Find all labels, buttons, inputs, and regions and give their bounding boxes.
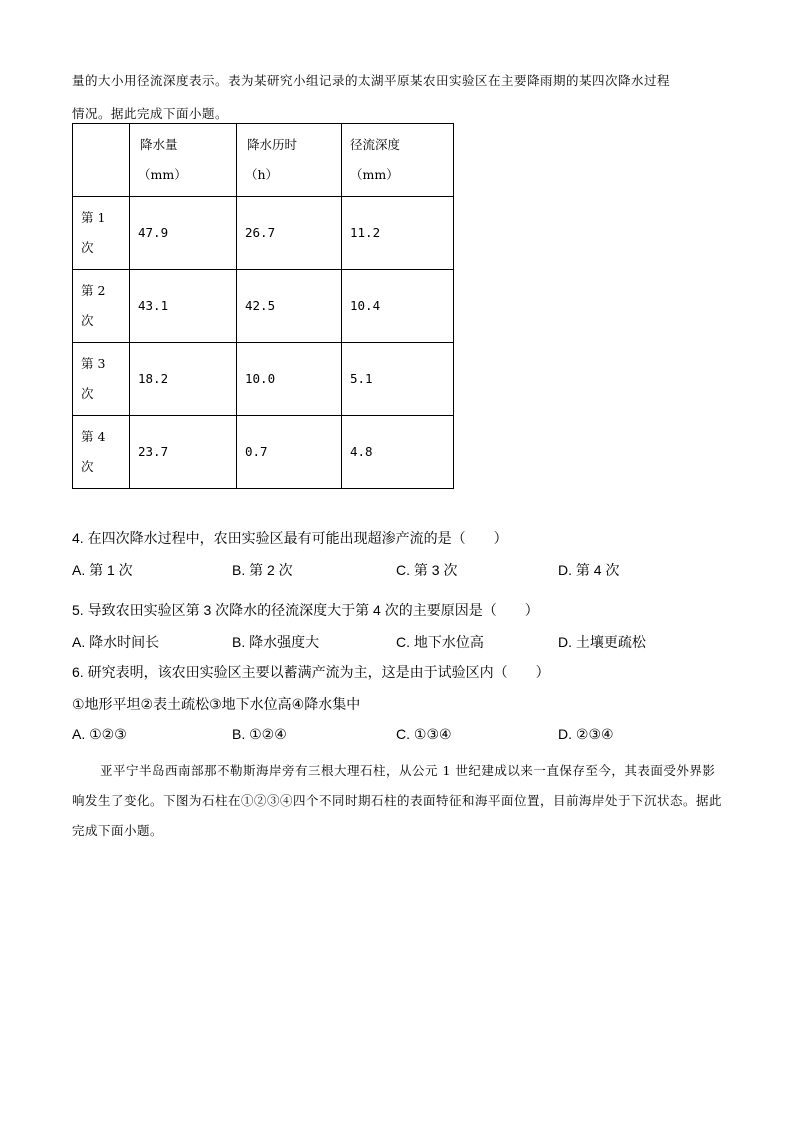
cell-duration: 10.0 (237, 343, 342, 416)
header-runoff-depth (342, 124, 454, 197)
table-row (73, 416, 454, 489)
row-label-line-2: 次 (81, 459, 94, 474)
marble-columns-passage: 亚平宁半岛西南部那不勒斯海岸旁有三根大理石柱，从公元 1 世纪建成以来一直保存至今，其表面受外界影响发生了变化。下图为石柱在①②③④四个不同时期石柱的表面特征和海平面位置，目前海岸处于下沉状态。据此完成下面小题。 (72, 763, 723, 838)
row-label-line-2: 次 (81, 240, 94, 255)
option-a[interactable]: A. 第 1 次 (72, 562, 133, 578)
question-6-stem: 6. 研究表明，该农田实验区主要以蓄满产流为主，这是由于试验区内（ ） (72, 664, 550, 680)
option-c[interactable]: C. 第 3 次 (396, 562, 458, 578)
table-header-row (73, 124, 454, 197)
header-duration (237, 124, 342, 197)
table-row (73, 197, 454, 270)
row-label-line-1: 第 3 (81, 356, 106, 371)
table-row (73, 270, 454, 343)
option-a[interactable]: A. 降水时间长 (72, 634, 160, 650)
cell-precipitation: 43.1 (130, 270, 237, 343)
header-unit: （h） (245, 167, 279, 182)
row-label-line-1: 第 2 (81, 283, 106, 298)
row-label (73, 416, 130, 489)
intro-line-1: 量的大小用径流深度表示。表为某研究小组记录的太湖平原某农田实验区在主要降雨期的某四次降水过程 (72, 73, 671, 88)
row-label (73, 343, 130, 416)
option-a[interactable]: A. ①②③ (72, 726, 127, 742)
option-c[interactable]: C. 地下水位高 (396, 634, 484, 650)
header-unit: （mm） (138, 167, 187, 182)
cell-runoff-depth: 5.1 (342, 343, 454, 416)
header-main: 降水量 (140, 137, 178, 152)
precipitation-table (72, 123, 454, 489)
cell-runoff-depth: 11.2 (342, 197, 454, 270)
option-c[interactable]: C. ①③④ (396, 726, 452, 742)
question-4-options (72, 560, 712, 580)
option-b[interactable]: B. ①②④ (232, 726, 287, 742)
table-corner-cell (73, 124, 130, 197)
cell-duration: 0.7 (237, 416, 342, 489)
question-4-stem: 4. 在四次降水过程中，农田实验区最有可能出现超渗产流的是（ ） (72, 530, 508, 546)
row-label (73, 197, 130, 270)
cell-duration: 26.7 (237, 197, 342, 270)
intro-paragraph (72, 64, 727, 130)
cell-precipitation: 23.7 (130, 416, 237, 489)
row-label (73, 270, 130, 343)
row-label-line-1: 第 1 (81, 210, 106, 225)
option-d[interactable]: D. ②③④ (558, 726, 614, 742)
question-5-options (72, 632, 712, 652)
cell-runoff-depth: 4.8 (342, 416, 454, 489)
header-precipitation (130, 124, 237, 197)
cell-precipitation: 47.9 (130, 197, 237, 270)
row-label-line-2: 次 (81, 313, 94, 328)
option-d[interactable]: D. 第 4 次 (558, 562, 620, 578)
intro-line-2: 情况。据此完成下面小题。 (72, 106, 229, 121)
question-5-stem: 5. 导致农田实验区第 3 次降水的径流深度大于第 4 次的主要原因是（ ） (72, 602, 539, 618)
row-label-line-2: 次 (81, 386, 94, 401)
row-label-line-1: 第 4 (81, 429, 106, 444)
cell-duration: 42.5 (237, 270, 342, 343)
header-main: 径流深度 (350, 137, 401, 152)
option-b[interactable]: B. 降水强度大 (232, 634, 320, 650)
option-b[interactable]: B. 第 2 次 (232, 562, 293, 578)
table-row (73, 343, 454, 416)
header-main: 降水历时 (247, 137, 298, 152)
cell-precipitation: 18.2 (130, 343, 237, 416)
cell-runoff-depth: 10.4 (342, 270, 454, 343)
question-6-options (72, 726, 712, 746)
option-d[interactable]: D. 土壤更疏松 (558, 634, 646, 650)
question-6-statements: ①地形平坦②表土疏松③地下水位高④降水集中 (72, 696, 361, 712)
header-unit: （mm） (350, 167, 399, 182)
